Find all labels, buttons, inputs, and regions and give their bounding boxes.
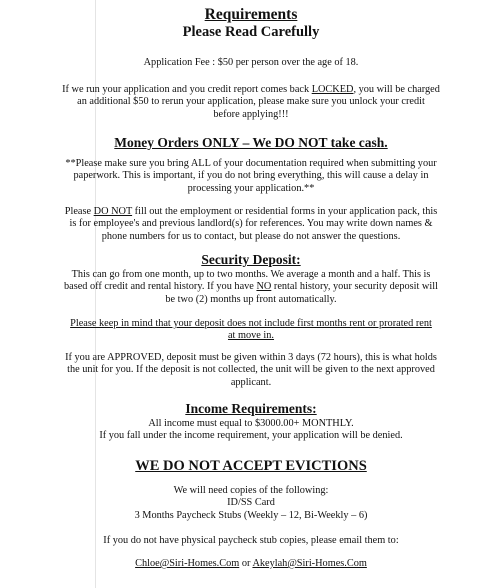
locked-credit-pre: If we run your application and you credit report comes back <box>62 84 312 95</box>
security-line-2-pre: based off credit and rental history. If you have <box>64 281 257 293</box>
security-line-2-post: rental history, your security deposit will <box>271 281 438 293</box>
email-contacts <box>12 558 490 570</box>
money-orders-rest: – We DO NOT take cash. <box>239 135 388 150</box>
forms-post: fill out the employment or residential forms in your application pack, this <box>132 206 438 217</box>
income-line-2: If you fall under the income requirement, your application will be denied. <box>99 430 403 442</box>
page-subtitle: Please Read Carefully <box>182 24 320 40</box>
deposit-note-paragraph <box>12 318 490 343</box>
income-requirements-heading: Income Requirements: <box>185 401 317 416</box>
security-deposit-paragraph <box>12 269 490 306</box>
forms-line-1 <box>12 206 490 218</box>
forms-line-2: is for employee's and previous landlord(s) for references. You may write down names & <box>69 218 433 230</box>
security-line-3: be two (2) months up front automatically. <box>165 293 337 305</box>
income-paragraph <box>12 418 490 443</box>
documentation-line-2: paperwork. This is important, if you do not bring everything, this will cause a delay in <box>73 170 429 182</box>
documentation-paragraph <box>12 158 490 195</box>
do-not-word: DO NOT <box>93 206 133 217</box>
money-orders-emph: Money Orders ONLY <box>114 135 240 150</box>
copies-line-1: We will need copies of the following: <box>173 485 329 496</box>
paycheck-email-text: If you do not have physical paycheck stub copies, please email them to: <box>103 535 399 546</box>
documentation-line-1: **Please make sure you bring ALL of your documentation required when submitting your <box>65 158 437 169</box>
income-line-1: All income must equal to $3000.00+ MONTHLY. <box>148 418 354 429</box>
locked-credit-line-1 <box>12 84 490 96</box>
money-orders-heading <box>12 135 490 151</box>
locked-word: LOCKED <box>311 84 354 95</box>
copies-line-3: 3 Months Paycheck Stubs (Weekly – 12, Bi-Weekly – 6) <box>134 509 368 521</box>
deposit-note-line-2: at move in. <box>227 330 275 342</box>
copies-paragraph <box>12 485 490 522</box>
page-title: Requirements <box>204 6 298 23</box>
locked-credit-post: , you will be charged <box>353 84 440 95</box>
locked-credit-line-3: before applying!!! <box>213 108 289 120</box>
approved-paragraph <box>12 352 490 389</box>
email-link-akeylah[interactable]: Akeylah@Siri-Homes.Com <box>252 558 367 569</box>
copies-line-2: ID/SS Card <box>227 497 275 509</box>
no-word: NO <box>256 281 272 293</box>
forms-line-3: phone numbers for us to contact, but please do not answer the questions. <box>101 230 401 242</box>
forms-paragraph <box>12 206 490 243</box>
security-line-1: This can go from one month, up to two months. We average a month and a half. This is <box>71 269 431 280</box>
evictions-heading: WE DO NOT ACCEPT EVICTIONS <box>135 458 367 474</box>
deposit-note-line-1: Please keep in mind that your deposit does not include first months rent or prorated rent <box>70 318 432 329</box>
forms-pre: Please <box>64 206 94 217</box>
approved-line-2: the unit for you. If the deposit is not collected, the unit will be given to the next approved <box>67 364 435 376</box>
email-link-chloe[interactable]: Chloe@Siri-Homes.Com <box>135 558 240 569</box>
approved-line-3: applicant. <box>230 376 272 388</box>
security-line-2 <box>12 281 490 293</box>
application-fee-text: Application Fee : $50 per person over the age of 18. <box>143 57 359 68</box>
locked-credit-paragraph <box>12 84 490 121</box>
email-or-text: or <box>239 558 253 569</box>
security-deposit-heading: Security Deposit: <box>201 252 301 267</box>
locked-credit-line-2: an additional $50 to rerun your application, please make sure you unlock your credit <box>77 96 425 108</box>
approved-line-1: If you are APPROVED, deposit must be given within 3 days (72 hours), this is what holds <box>65 352 437 363</box>
documentation-line-3: processing your application.** <box>187 182 315 194</box>
